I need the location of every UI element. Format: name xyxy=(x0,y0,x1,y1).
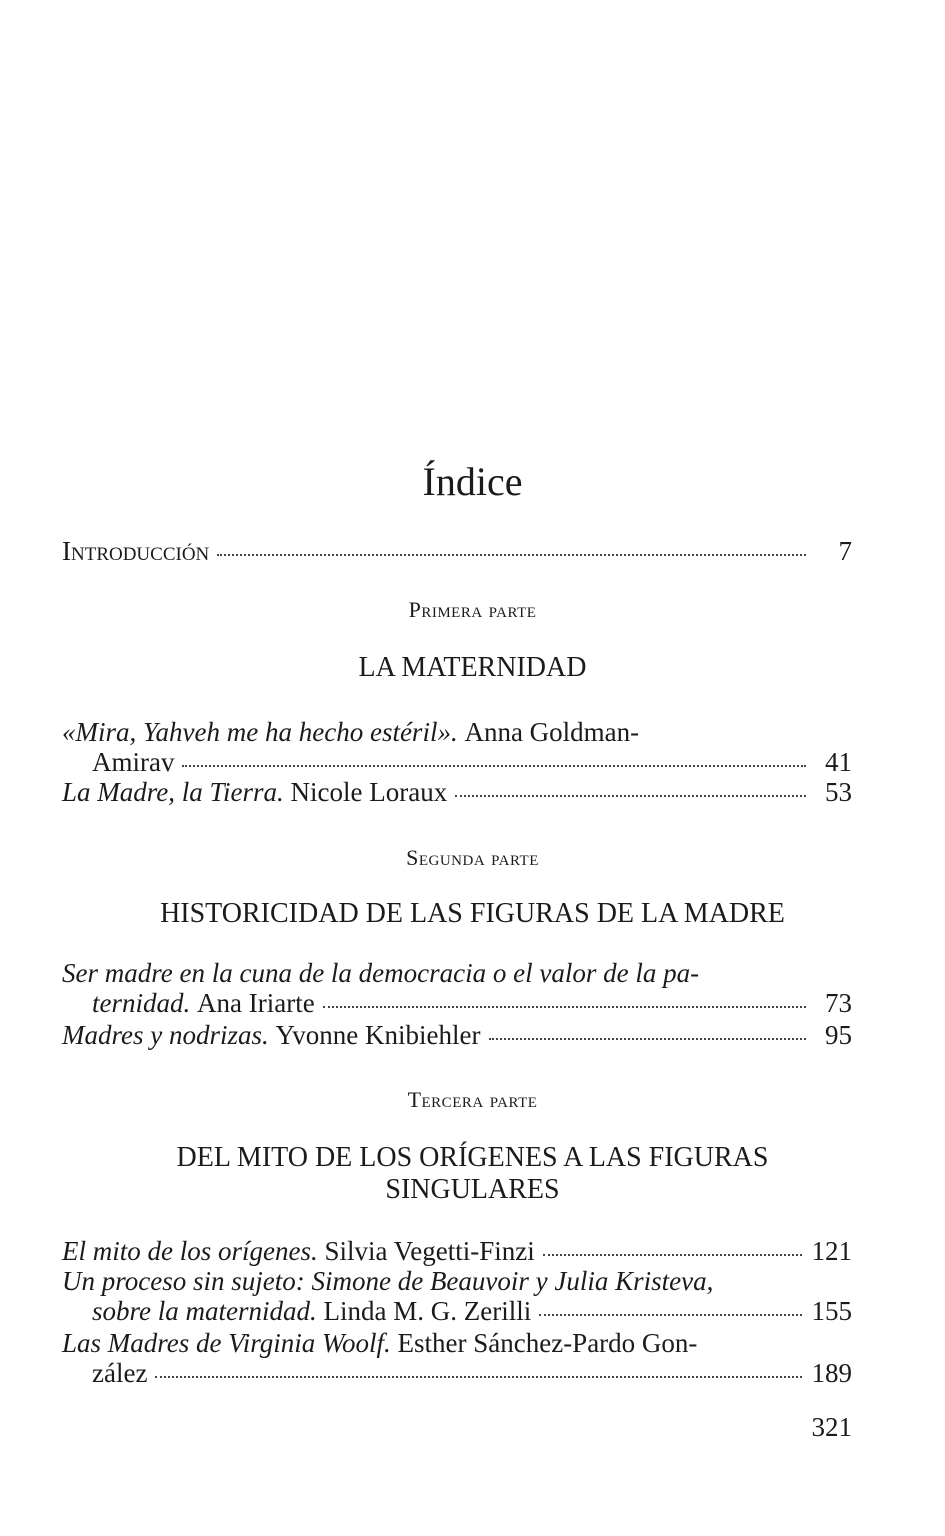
dot-leader xyxy=(543,1254,802,1256)
part-label-3: Tercera parte xyxy=(407,1087,538,1112)
part-title-line: DEL MITO DE LOS ORÍGENES A LAS FIGURAS xyxy=(176,1142,769,1173)
toc-entry xyxy=(62,717,852,777)
entry-title: La Madre, la Tierra. xyxy=(62,777,284,807)
entry-title: El mito de los orígenes. xyxy=(62,1236,318,1266)
entry-title: ternidad. xyxy=(92,988,191,1018)
dot-leader xyxy=(489,1038,807,1040)
part-title-1: LA MATERNIDAD xyxy=(358,652,587,683)
part-title-line: SINGULARES xyxy=(385,1174,560,1205)
entry-author: Yvonne Knibiehler xyxy=(275,1020,481,1050)
dot-leader xyxy=(182,765,806,767)
entry-author: Amirav xyxy=(92,747,175,777)
page-number: 121 xyxy=(811,1236,852,1266)
entry-author: Esther Sánchez-Pardo Gon- xyxy=(397,1328,698,1358)
dot-leader xyxy=(323,1006,806,1008)
page-number: 73 xyxy=(825,988,852,1018)
toc-entry xyxy=(62,958,852,1018)
toc-entry xyxy=(62,1266,852,1326)
dot-leader xyxy=(217,554,806,556)
entry-author: Anna Goldman- xyxy=(464,717,640,747)
entry-author: Linda M. G. Zerilli xyxy=(323,1296,532,1326)
page-number: 41 xyxy=(825,747,852,777)
entry-author: Nicole Loraux xyxy=(290,777,448,807)
dot-leader xyxy=(455,795,806,797)
entry-title: Un proceso sin sujeto: Simone de Beauvoir y Julia Kristeva, xyxy=(62,1266,714,1296)
dot-leader xyxy=(155,1376,801,1378)
entry-title: sobre la maternidad. xyxy=(92,1296,317,1326)
page-number: 95 xyxy=(825,1020,852,1050)
entry-author: Ana Iriarte xyxy=(197,988,315,1018)
part-label-2: Segunda parte xyxy=(406,845,539,870)
dot-leader xyxy=(539,1314,801,1316)
page-number: 189 xyxy=(811,1358,852,1388)
entry-title: Madres y nodrizas. xyxy=(62,1020,269,1050)
entry-author: zález xyxy=(92,1358,148,1388)
toc-entry xyxy=(62,777,852,807)
toc-entry-introduccion xyxy=(62,536,852,566)
entry-title: Ser madre en la cuna de la democracia o el valor de la pa- xyxy=(62,958,700,988)
entry-title: Las Madres de Virginia Woolf. xyxy=(62,1328,391,1358)
part-title-2: HISTORICIDAD DE LAS FIGURAS DE LA MADRE xyxy=(160,898,785,929)
toc-entry xyxy=(62,1020,852,1050)
page-number: 7 xyxy=(838,536,852,566)
entry-author: Silvia Vegetti-Finzi xyxy=(324,1236,535,1266)
page-number: 53 xyxy=(825,777,852,807)
page-number: 155 xyxy=(811,1296,852,1326)
toc-entry xyxy=(62,1236,852,1266)
part-title-3 xyxy=(60,1142,885,1206)
toc-entry xyxy=(62,1328,852,1388)
entry-title: «Mira, Yahveh me ha hecho estéril». xyxy=(62,717,458,747)
part-label-1: Primera parte xyxy=(408,597,537,622)
entry-label: Introducción xyxy=(62,536,210,566)
folio-page-number: 321 xyxy=(811,1412,852,1442)
page-title: Índice xyxy=(422,459,523,504)
